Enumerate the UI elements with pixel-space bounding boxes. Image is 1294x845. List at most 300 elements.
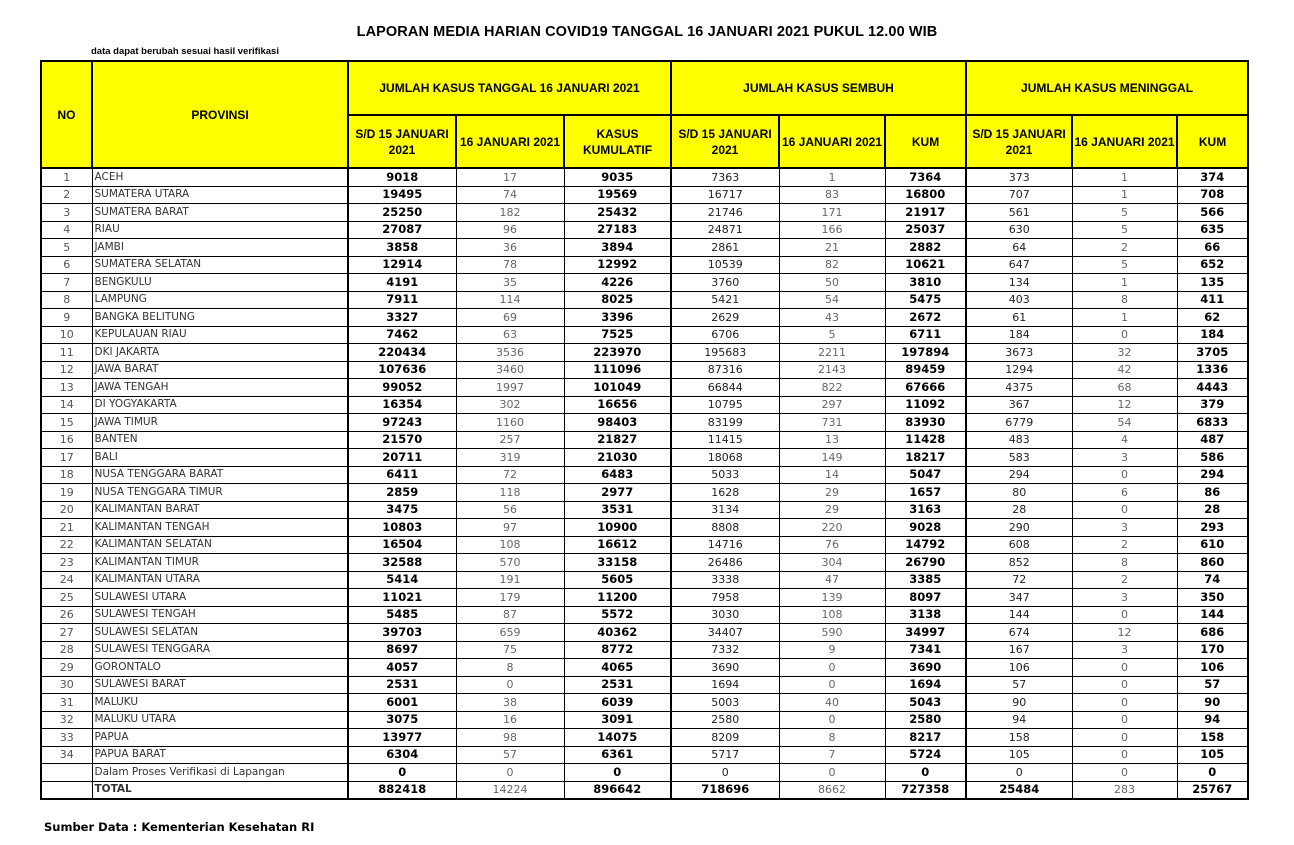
- cell-kasus-kum: 6483: [564, 466, 671, 484]
- cell-meninggal-kum: 6833: [1177, 414, 1248, 432]
- cell-provinsi: JAMBI: [92, 239, 348, 257]
- cell-kasus-kum: 2531: [564, 676, 671, 694]
- cell-meninggal-kum: 105: [1177, 746, 1248, 764]
- cell-sembuh-sd: 2580: [671, 711, 779, 729]
- cell-provinsi: KALIMANTAN TIMUR: [92, 554, 348, 572]
- cell-kasus-today: 570: [456, 554, 564, 572]
- cell-meninggal-sd: 367: [966, 396, 1072, 414]
- cell-meninggal-kum: 90: [1177, 694, 1248, 712]
- table-row: [41, 396, 1248, 414]
- cell-kasus-kum: 2977: [564, 484, 671, 502]
- cell-sembuh-today: 590: [779, 624, 885, 642]
- cell-kasus-kum: 101049: [564, 379, 671, 397]
- cell-sembuh-today: 47: [779, 571, 885, 589]
- cell-provinsi: KALIMANTAN SELATAN: [92, 536, 348, 554]
- cell-sembuh-today: 0: [779, 711, 885, 729]
- cell-kasus-sd: 3475: [348, 501, 456, 519]
- cell-kasus-today: 0: [456, 676, 564, 694]
- cell-kasus-sd: 8697: [348, 641, 456, 659]
- cell-sembuh-today: 82: [779, 256, 885, 274]
- cell-meninggal-today: 8: [1072, 554, 1177, 572]
- cell-kasus-today: 57: [456, 746, 564, 764]
- cell-meninggal-sd: 4375: [966, 379, 1072, 397]
- cell-no: [41, 764, 92, 782]
- cell-meninggal-sd: 61: [966, 309, 1072, 327]
- header-sembuh-kum: KUM: [885, 115, 966, 168]
- total-row: [41, 781, 1248, 799]
- cell-kasus-sd: 5414: [348, 571, 456, 589]
- cell-no: 21: [41, 519, 92, 537]
- cell-meninggal-kum: 57: [1177, 676, 1248, 694]
- cell-kasus-today: 98: [456, 729, 564, 747]
- cell-sembuh-today: 297: [779, 396, 885, 414]
- table-row: [41, 449, 1248, 467]
- cell-sembuh-today: 21: [779, 239, 885, 257]
- cell-kasus-sd: 6304: [348, 746, 456, 764]
- cell-provinsi: LAMPUNG: [92, 291, 348, 309]
- cell-meninggal-today: 12: [1072, 396, 1177, 414]
- cell-sembuh-today: 13: [779, 431, 885, 449]
- cell-kasus-today: 3536: [456, 344, 564, 362]
- cell-sembuh-sd: 1694: [671, 676, 779, 694]
- cell-provinsi: SUMATERA UTARA: [92, 186, 348, 204]
- cell-sembuh-today: 83: [779, 186, 885, 204]
- cell-kasus-sd: 9018: [348, 168, 456, 186]
- cell-kasus-today: 75: [456, 641, 564, 659]
- cell-meninggal-sd: 294: [966, 466, 1072, 484]
- cell-kasus-today: 56: [456, 501, 564, 519]
- table-row: [41, 694, 1248, 712]
- header-sembuh-today: 16 JANUARI 2021: [779, 115, 885, 168]
- cell-sembuh-sd: 5421: [671, 291, 779, 309]
- cell-meninggal-today: 0: [1072, 729, 1177, 747]
- cell-kasus-kum: 7525: [564, 326, 671, 344]
- cell-meninggal-today: 0: [1072, 694, 1177, 712]
- cell-sembuh-sd: 66844: [671, 379, 779, 397]
- header-meninggal-today: 16 JANUARI 2021: [1072, 115, 1177, 168]
- cell-meninggal-kum: 610: [1177, 536, 1248, 554]
- cell-sembuh-kum: 16800: [885, 186, 966, 204]
- cell-sembuh-kum: 11428: [885, 431, 966, 449]
- cell-sembuh-sd: 10795: [671, 396, 779, 414]
- cell-sembuh-today: 0: [779, 764, 885, 782]
- cell-meninggal-kum: 25767: [1177, 781, 1248, 799]
- cell-kasus-sd: 16504: [348, 536, 456, 554]
- cell-sembuh-sd: 7363: [671, 168, 779, 186]
- table-row: [41, 431, 1248, 449]
- cell-kasus-today: 63: [456, 326, 564, 344]
- table-row: [41, 326, 1248, 344]
- cell-kasus-sd: 20711: [348, 449, 456, 467]
- table-row: [41, 466, 1248, 484]
- cell-kasus-today: 257: [456, 431, 564, 449]
- cell-kasus-sd: 27087: [348, 221, 456, 239]
- cell-meninggal-today: 68: [1072, 379, 1177, 397]
- cell-kasus-sd: 3858: [348, 239, 456, 257]
- cell-provinsi: JAWA TIMUR: [92, 414, 348, 432]
- cell-meninggal-sd: 290: [966, 519, 1072, 537]
- cell-kasus-kum: 3531: [564, 501, 671, 519]
- cell-meninggal-today: 12: [1072, 624, 1177, 642]
- cell-sembuh-sd: 718696: [671, 781, 779, 799]
- cell-sembuh-sd: 5717: [671, 746, 779, 764]
- table-row: [41, 676, 1248, 694]
- cell-sembuh-sd: 3030: [671, 606, 779, 624]
- cell-meninggal-sd: 561: [966, 204, 1072, 222]
- cell-no: 25: [41, 589, 92, 607]
- cell-kasus-sd: 2859: [348, 484, 456, 502]
- cell-no: 34: [41, 746, 92, 764]
- cell-sembuh-kum: 5043: [885, 694, 966, 712]
- cell-provinsi: KEPULAUAN RIAU: [92, 326, 348, 344]
- cell-meninggal-kum: 566: [1177, 204, 1248, 222]
- cell-meninggal-today: 1: [1072, 274, 1177, 292]
- cell-sembuh-kum: 3385: [885, 571, 966, 589]
- cell-kasus-kum: 21827: [564, 431, 671, 449]
- report-subtitle: data dapat berubah sesuai hasil verifikasi: [91, 46, 279, 57]
- cell-kasus-kum: 8772: [564, 641, 671, 659]
- cell-sembuh-today: 171: [779, 204, 885, 222]
- cell-no: 15: [41, 414, 92, 432]
- cell-meninggal-today: 4: [1072, 431, 1177, 449]
- cell-kasus-kum: 3894: [564, 239, 671, 257]
- cell-meninggal-today: 54: [1072, 414, 1177, 432]
- cell-meninggal-sd: 6779: [966, 414, 1072, 432]
- cell-meninggal-kum: 184: [1177, 326, 1248, 344]
- cell-no: 8: [41, 291, 92, 309]
- cell-provinsi: DI YOGYAKARTA: [92, 396, 348, 414]
- cell-meninggal-kum: 686: [1177, 624, 1248, 642]
- cell-kasus-today: 74: [456, 186, 564, 204]
- cell-kasus-kum: 98403: [564, 414, 671, 432]
- cell-kasus-sd: 12914: [348, 256, 456, 274]
- cell-meninggal-kum: 374: [1177, 168, 1248, 186]
- cell-provinsi: KALIMANTAN UTARA: [92, 571, 348, 589]
- cell-sembuh-kum: 0: [885, 764, 966, 782]
- cell-meninggal-sd: 373: [966, 168, 1072, 186]
- cell-kasus-kum: 111096: [564, 361, 671, 379]
- table-row: [41, 711, 1248, 729]
- cell-meninggal-today: 0: [1072, 606, 1177, 624]
- cell-provinsi: MALUKU UTARA: [92, 711, 348, 729]
- cell-sembuh-kum: 7364: [885, 168, 966, 186]
- cell-no: 33: [41, 729, 92, 747]
- cell-provinsi: SULAWESI BARAT: [92, 676, 348, 694]
- cell-kasus-kum: 5605: [564, 571, 671, 589]
- cell-sembuh-today: 2143: [779, 361, 885, 379]
- table-row: [41, 624, 1248, 642]
- table-row: [41, 221, 1248, 239]
- cell-sembuh-kum: 34997: [885, 624, 966, 642]
- cell-meninggal-today: 2: [1072, 536, 1177, 554]
- cell-kasus-sd: 6001: [348, 694, 456, 712]
- cell-sembuh-sd: 7958: [671, 589, 779, 607]
- cell-sembuh-kum: 1657: [885, 484, 966, 502]
- cell-sembuh-kum: 2882: [885, 239, 966, 257]
- table-row: [41, 554, 1248, 572]
- cell-kasus-kum: 25432: [564, 204, 671, 222]
- cell-no: 3: [41, 204, 92, 222]
- cell-kasus-sd: 16354: [348, 396, 456, 414]
- cell-sembuh-kum: 2580: [885, 711, 966, 729]
- cell-sembuh-today: 43: [779, 309, 885, 327]
- cell-provinsi: PAPUA: [92, 729, 348, 747]
- cell-meninggal-kum: 350: [1177, 589, 1248, 607]
- report-title: LAPORAN MEDIA HARIAN COVID19 TANGGAL 16 JANUARI 2021 PUKUL 12.00 WIB: [356, 24, 938, 40]
- cell-sembuh-today: 149: [779, 449, 885, 467]
- cell-kasus-sd: 3327: [348, 309, 456, 327]
- table-row: [41, 746, 1248, 764]
- cell-kasus-today: 1997: [456, 379, 564, 397]
- cell-kasus-sd: 11021: [348, 589, 456, 607]
- cell-sembuh-sd: 1628: [671, 484, 779, 502]
- cell-provinsi: KALIMANTAN BARAT: [92, 501, 348, 519]
- cell-sembuh-kum: 3138: [885, 606, 966, 624]
- cell-meninggal-today: 1: [1072, 186, 1177, 204]
- cell-kasus-sd: 7462: [348, 326, 456, 344]
- cell-kasus-sd: 13977: [348, 729, 456, 747]
- cell-kasus-today: 38: [456, 694, 564, 712]
- cell-meninggal-sd: 403: [966, 291, 1072, 309]
- cell-kasus-kum: 16656: [564, 396, 671, 414]
- cell-sembuh-today: 8: [779, 729, 885, 747]
- cell-sembuh-sd: 6706: [671, 326, 779, 344]
- cell-meninggal-today: 0: [1072, 326, 1177, 344]
- cell-sembuh-today: 731: [779, 414, 885, 432]
- cell-meninggal-today: 5: [1072, 204, 1177, 222]
- cell-no: 26: [41, 606, 92, 624]
- cell-meninggal-sd: 3673: [966, 344, 1072, 362]
- cell-no: [41, 781, 92, 799]
- header-provinsi: PROVINSI: [92, 61, 348, 168]
- cell-meninggal-kum: 586: [1177, 449, 1248, 467]
- cell-kasus-kum: 9035: [564, 168, 671, 186]
- cell-provinsi: DKI JAKARTA: [92, 344, 348, 362]
- cell-provinsi: NUSA TENGGARA TIMUR: [92, 484, 348, 502]
- cell-meninggal-today: 32: [1072, 344, 1177, 362]
- cell-kasus-today: 659: [456, 624, 564, 642]
- table-row: [41, 361, 1248, 379]
- cell-sembuh-today: 5: [779, 326, 885, 344]
- header-meninggal-sd: S/D 15 JANUARI 2021: [966, 115, 1072, 168]
- cell-kasus-today: 72: [456, 466, 564, 484]
- cell-kasus-today: 1160: [456, 414, 564, 432]
- cell-meninggal-kum: 144: [1177, 606, 1248, 624]
- cell-kasus-sd: 97243: [348, 414, 456, 432]
- cell-sembuh-kum: 8217: [885, 729, 966, 747]
- cell-meninggal-sd: 25484: [966, 781, 1072, 799]
- cell-no: 31: [41, 694, 92, 712]
- cell-sembuh-sd: 87316: [671, 361, 779, 379]
- cell-meninggal-today: 1: [1072, 168, 1177, 186]
- cell-meninggal-kum: 293: [1177, 519, 1248, 537]
- cell-meninggal-today: 3: [1072, 589, 1177, 607]
- header-sembuh-sd: S/D 15 JANUARI 2021: [671, 115, 779, 168]
- cell-sembuh-today: 50: [779, 274, 885, 292]
- cell-sembuh-today: 2211: [779, 344, 885, 362]
- cell-sembuh-today: 14: [779, 466, 885, 484]
- cell-kasus-today: 8: [456, 659, 564, 677]
- cell-sembuh-kum: 9028: [885, 519, 966, 537]
- cell-meninggal-sd: 167: [966, 641, 1072, 659]
- cell-sembuh-sd: 83199: [671, 414, 779, 432]
- covid-report-table: [40, 60, 1249, 800]
- cell-meninggal-today: 2: [1072, 571, 1177, 589]
- cell-meninggal-sd: 105: [966, 746, 1072, 764]
- cell-kasus-kum: 10900: [564, 519, 671, 537]
- cell-no: 2: [41, 186, 92, 204]
- cell-kasus-sd: 39703: [348, 624, 456, 642]
- table-row: [41, 256, 1248, 274]
- cell-meninggal-kum: 170: [1177, 641, 1248, 659]
- cell-no: 11: [41, 344, 92, 362]
- cell-provinsi: TOTAL: [92, 781, 348, 799]
- cell-sembuh-today: 1: [779, 168, 885, 186]
- table-row: [41, 729, 1248, 747]
- cell-provinsi: MALUKU: [92, 694, 348, 712]
- cell-sembuh-kum: 11092: [885, 396, 966, 414]
- table-row: [41, 204, 1248, 222]
- header-kasus-sd: S/D 15 JANUARI 2021: [348, 115, 456, 168]
- cell-sembuh-kum: 3810: [885, 274, 966, 292]
- cell-meninggal-sd: 94: [966, 711, 1072, 729]
- cell-meninggal-sd: 72: [966, 571, 1072, 589]
- cell-provinsi: SULAWESI TENGAH: [92, 606, 348, 624]
- cell-kasus-sd: 32588: [348, 554, 456, 572]
- cell-meninggal-today: 42: [1072, 361, 1177, 379]
- table-row: [41, 379, 1248, 397]
- cell-kasus-today: 16: [456, 711, 564, 729]
- cell-no: 20: [41, 501, 92, 519]
- header-group-kasus: JUMLAH KASUS TANGGAL 16 JANUARI 2021: [348, 61, 671, 115]
- cell-sembuh-today: 108: [779, 606, 885, 624]
- header-kasus-kum: KASUS KUMULATIF: [564, 115, 671, 168]
- cell-kasus-sd: 19495: [348, 186, 456, 204]
- cell-sembuh-kum: 5475: [885, 291, 966, 309]
- cell-kasus-today: 87: [456, 606, 564, 624]
- cell-kasus-kum: 3091: [564, 711, 671, 729]
- cell-meninggal-kum: 66: [1177, 239, 1248, 257]
- table-row: [41, 764, 1248, 782]
- cell-provinsi: RIAU: [92, 221, 348, 239]
- cell-kasus-kum: 896642: [564, 781, 671, 799]
- cell-meninggal-kum: 94: [1177, 711, 1248, 729]
- cell-provinsi: SULAWESI TENGGARA: [92, 641, 348, 659]
- cell-sembuh-sd: 3134: [671, 501, 779, 519]
- cell-sembuh-kum: 1694: [885, 676, 966, 694]
- cell-no: 4: [41, 221, 92, 239]
- cell-kasus-kum: 21030: [564, 449, 671, 467]
- cell-meninggal-today: 0: [1072, 659, 1177, 677]
- cell-kasus-kum: 8025: [564, 291, 671, 309]
- cell-meninggal-sd: 144: [966, 606, 1072, 624]
- cell-meninggal-kum: 860: [1177, 554, 1248, 572]
- cell-sembuh-today: 0: [779, 676, 885, 694]
- cell-meninggal-sd: 583: [966, 449, 1072, 467]
- cell-meninggal-kum: 1336: [1177, 361, 1248, 379]
- table-row: [41, 589, 1248, 607]
- table-row: [41, 309, 1248, 327]
- cell-meninggal-sd: 347: [966, 589, 1072, 607]
- cell-sembuh-kum: 83930: [885, 414, 966, 432]
- cell-no: 7: [41, 274, 92, 292]
- cell-kasus-today: 319: [456, 449, 564, 467]
- cell-sembuh-kum: 5047: [885, 466, 966, 484]
- cell-meninggal-sd: 608: [966, 536, 1072, 554]
- cell-meninggal-sd: 57: [966, 676, 1072, 694]
- table-row: [41, 168, 1248, 186]
- cell-no: 9: [41, 309, 92, 327]
- cell-no: 5: [41, 239, 92, 257]
- cell-meninggal-kum: 379: [1177, 396, 1248, 414]
- cell-meninggal-today: 283: [1072, 781, 1177, 799]
- cell-meninggal-kum: 411: [1177, 291, 1248, 309]
- cell-kasus-kum: 11200: [564, 589, 671, 607]
- cell-meninggal-today: 1: [1072, 309, 1177, 327]
- header-group-meninggal: JUMLAH KASUS MENINGGAL: [966, 61, 1248, 115]
- cell-sembuh-sd: 195683: [671, 344, 779, 362]
- cell-no: 24: [41, 571, 92, 589]
- cell-sembuh-kum: 8097: [885, 589, 966, 607]
- cell-kasus-kum: 33158: [564, 554, 671, 572]
- table-row: [41, 239, 1248, 257]
- cell-kasus-kum: 14075: [564, 729, 671, 747]
- cell-provinsi: GORONTALO: [92, 659, 348, 677]
- table-row: [41, 414, 1248, 432]
- cell-meninggal-sd: 0: [966, 764, 1072, 782]
- cell-no: 6: [41, 256, 92, 274]
- table-row: [41, 641, 1248, 659]
- cell-kasus-kum: 4065: [564, 659, 671, 677]
- cell-meninggal-sd: 134: [966, 274, 1072, 292]
- cell-sembuh-kum: 25037: [885, 221, 966, 239]
- table-row: [41, 606, 1248, 624]
- cell-kasus-today: 97: [456, 519, 564, 537]
- table-row: [41, 659, 1248, 677]
- header-meninggal-kum: KUM: [1177, 115, 1248, 168]
- cell-sembuh-kum: 89459: [885, 361, 966, 379]
- cell-sembuh-today: 9: [779, 641, 885, 659]
- cell-sembuh-today: 29: [779, 501, 885, 519]
- cell-provinsi: JAWA BARAT: [92, 361, 348, 379]
- cell-provinsi: SULAWESI SELATAN: [92, 624, 348, 642]
- cell-kasus-today: 3460: [456, 361, 564, 379]
- cell-meninggal-sd: 1294: [966, 361, 1072, 379]
- cell-sembuh-today: 40: [779, 694, 885, 712]
- cell-sembuh-today: 304: [779, 554, 885, 572]
- header-group-sembuh: JUMLAH KASUS SEMBUH: [671, 61, 966, 115]
- cell-meninggal-today: 3: [1072, 519, 1177, 537]
- cell-meninggal-kum: 4443: [1177, 379, 1248, 397]
- header-kasus-today: 16 JANUARI 2021: [456, 115, 564, 168]
- cell-meninggal-today: 0: [1072, 764, 1177, 782]
- cell-kasus-today: 14224: [456, 781, 564, 799]
- cell-kasus-today: 179: [456, 589, 564, 607]
- cell-meninggal-sd: 483: [966, 431, 1072, 449]
- table-row: [41, 344, 1248, 362]
- cell-meninggal-sd: 630: [966, 221, 1072, 239]
- cell-no: 28: [41, 641, 92, 659]
- cell-meninggal-kum: 635: [1177, 221, 1248, 239]
- cell-sembuh-kum: 6711: [885, 326, 966, 344]
- cell-meninggal-kum: 294: [1177, 466, 1248, 484]
- table-row: [41, 186, 1248, 204]
- cell-no: 14: [41, 396, 92, 414]
- cell-meninggal-sd: 707: [966, 186, 1072, 204]
- cell-kasus-today: 182: [456, 204, 564, 222]
- cell-kasus-today: 96: [456, 221, 564, 239]
- cell-sembuh-today: 822: [779, 379, 885, 397]
